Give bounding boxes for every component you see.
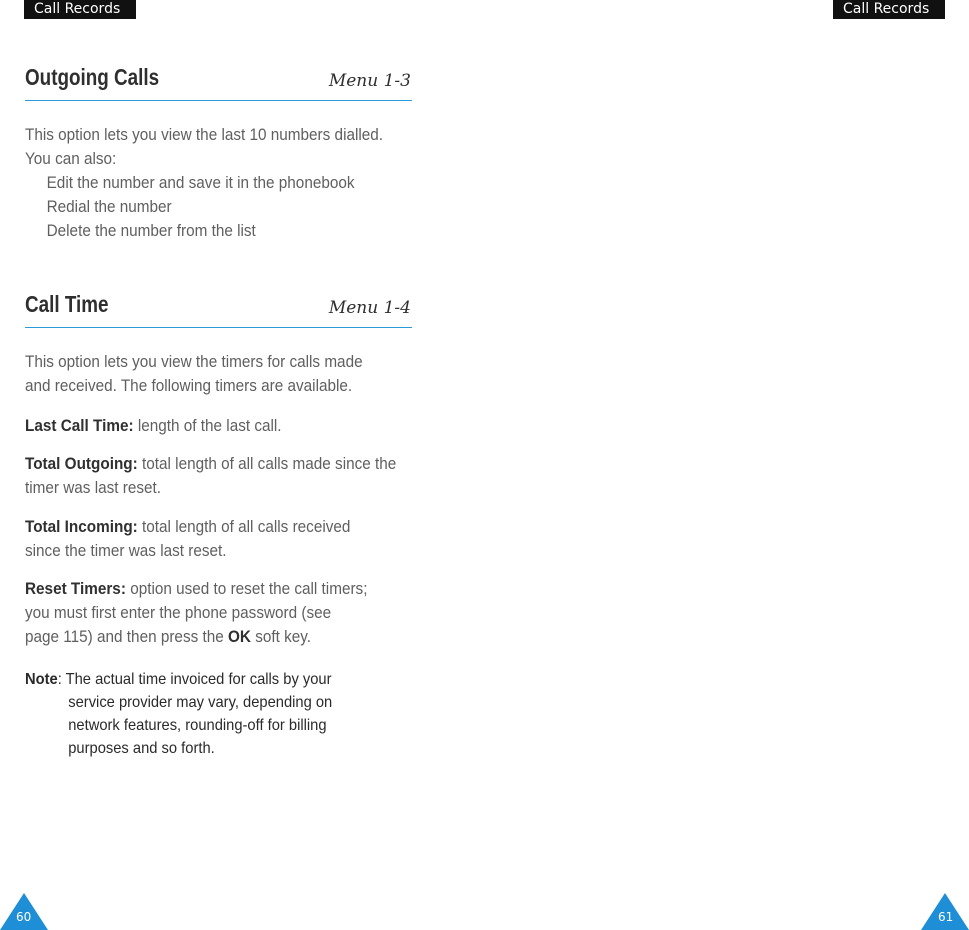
timer-desc: total length of all calls made since the [142, 454, 397, 473]
section-title-call-time: Call Time [25, 291, 109, 317]
page-number-right: 61 [938, 910, 954, 924]
timer-desc: since the timer was last reset. [25, 541, 227, 560]
timer-reset [25, 577, 367, 649]
timer-desc: page 115) and then press the [25, 627, 229, 646]
page-number-left: 60 [16, 910, 32, 924]
ok-soft-key-label: OK [228, 627, 251, 646]
note-block [25, 668, 332, 760]
option-item: Delete the number from the list [46, 221, 256, 240]
note-line: service provider may vary, depending on [68, 694, 333, 711]
timer-term: Total Outgoing: [25, 454, 138, 473]
menu-tag-call-time: Menu 1-4 [328, 298, 411, 318]
timer-term: Reset Timers: [25, 579, 126, 598]
menu-tag-outgoing-calls: Menu 1-3 [328, 71, 411, 91]
header-tab-right: Call Records [833, 0, 945, 19]
section-title-outgoing-calls: Outgoing Calls [25, 64, 160, 90]
note-label: Note [25, 671, 58, 688]
timer-desc: length of the last call. [137, 416, 282, 435]
call-time-intro [25, 350, 363, 398]
intro-line: and received. The following timers are available. [25, 376, 353, 395]
timer-desc: option used to reset the call timers; [130, 579, 368, 598]
header-tab-left: Call Records [24, 0, 136, 19]
timer-term: Last Call Time: [25, 416, 134, 435]
timer-last-call [25, 414, 282, 438]
intro-line: This option lets you view the timers for calls made [25, 352, 363, 371]
timer-total-outgoing [25, 452, 396, 500]
section-rule [25, 327, 412, 328]
timer-total-incoming [25, 515, 350, 563]
timer-desc: soft key. [250, 627, 312, 646]
option-item: Edit the number and save it in the phonebook [46, 173, 355, 192]
timer-term: Total Incoming: [25, 517, 138, 536]
timer-desc: total length of all calls received [142, 517, 351, 536]
note-line: : The actual time invoiced for calls by your [57, 671, 332, 688]
section-rule [25, 100, 412, 101]
option-item: Redial the number [46, 197, 172, 216]
outgoing-calls-body [25, 123, 383, 243]
note-line: network features, rounding-off for billing [68, 717, 327, 734]
note-line: purposes and so forth. [68, 740, 215, 757]
intro-line: This option lets you view the last 10 numbers dialled. [25, 125, 384, 144]
timer-desc: you must first enter the phone password (see [25, 603, 332, 622]
intro-line: You can also: [25, 149, 117, 168]
timer-desc: timer was last reset. [25, 478, 162, 497]
